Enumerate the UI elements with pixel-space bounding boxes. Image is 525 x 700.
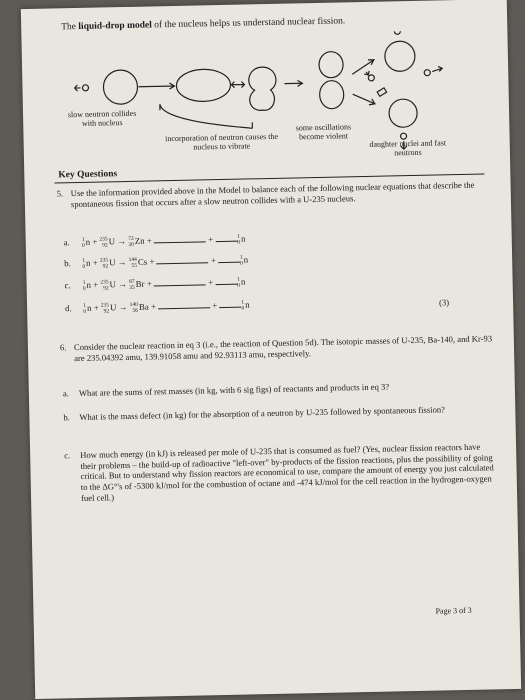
caption-daughter-nuclei: daughter nuclei and fast neutrons xyxy=(369,138,447,158)
arrow-2 xyxy=(284,80,302,86)
arrow-down xyxy=(353,94,375,105)
nucleus-deformed xyxy=(249,67,277,111)
reaction-a: a. 1 0n + 235 92U → 72 30Zn + + 1 0n xyxy=(63,233,246,249)
blank-b-1[interactable] xyxy=(156,254,208,264)
intro-sentence xyxy=(61,16,345,32)
blank-a-2[interactable] xyxy=(215,233,237,242)
reaction-b: b. 1 0n + 235 92U → 144 55Cs + + 1 0n xyxy=(64,254,249,270)
points-label: (3) xyxy=(438,297,450,308)
q5-number: 5. xyxy=(56,188,64,199)
blank-c-2[interactable] xyxy=(215,276,237,285)
page-number: Page 3 of 3 xyxy=(435,605,472,616)
neutron-1-arrow xyxy=(74,85,80,91)
blank-a-1[interactable] xyxy=(154,233,206,243)
fast-neutron-1 xyxy=(394,29,400,34)
fast-neutron-3 xyxy=(424,70,430,76)
q6b-label: b. xyxy=(63,412,70,423)
product-c: Br xyxy=(135,278,145,289)
fast-neutron-3-arrow xyxy=(432,66,442,71)
daughter-nucleus-1 xyxy=(385,41,416,72)
worksheet-page xyxy=(21,0,521,699)
blank-c-1[interactable] xyxy=(154,276,206,286)
q6-text: Consider the nuclear reaction in eq 3 (i.e., the reaction of Question 5d). The isotopic masses of U-235, Ba-140, and Kr-93 are 235.04392 amu, 139.91058 amu and 92.93113 amu, respectively. xyxy=(73,333,493,363)
bracket xyxy=(160,102,253,130)
q6a-text: What are the sums of rest masses (in kg, with 6 sig figs) of reactants and products in eq 3? xyxy=(78,381,390,399)
q5-text: Use the information provided above in the Model to balance each of the following nuclear equations that describe the spontaneous fission that occurs after a slow neutron collides with a U-235 nucleus. xyxy=(70,179,475,209)
vibration-arrow xyxy=(231,81,244,87)
nucleus-vibrating xyxy=(176,69,231,102)
fast-neutron-2 xyxy=(368,75,374,81)
fast-neutron-2-arrow xyxy=(364,71,369,75)
reaction-d: d. 1 0n + 235 92U → 140 56Ba + + 1 0n xyxy=(64,299,250,315)
q6b-text: What is the mass defect (in kg) for the absorption of a neutron by U-235 followed by spontaneous fission? xyxy=(79,404,446,423)
q6c-text: How much energy (in kJ) is released per mole of U-235 that is consumed as fuel? (Yes, nuclear fission reactors have their problems – the build-up of radioactive "left-over" by-products of the fission reactions, plus the possibility of going critical. But to understand why fission reactors are economical to use, compare the amount of energy you just calculated to the ΔG°'s of -5300 kJ/mol for the combustion of octane and -474 kJ/mol for the cell reaction in the hydrogen-oxygen fuel cell.) xyxy=(80,441,494,503)
arrow-up xyxy=(352,60,374,74)
reaction-c-label: c. xyxy=(64,280,71,291)
reaction-c: c. 1 0n + 235 92U → 87 35Br + + 1 0n xyxy=(64,276,246,292)
q6c-label: c. xyxy=(64,450,71,461)
arrow-1 xyxy=(138,83,174,90)
intro-text-1: The xyxy=(61,21,79,33)
key-questions-heading: Key Questions xyxy=(58,169,118,181)
q6-number: 6. xyxy=(59,342,67,353)
nucleus-split-top xyxy=(319,51,344,77)
blank-d-1[interactable] xyxy=(158,299,210,309)
intro-text-2: of the nucleus helps us understand nuclear fission. xyxy=(151,16,346,31)
reaction-b-label: b. xyxy=(64,258,71,269)
daughter-nucleus-2 xyxy=(389,99,418,128)
caption-slow-neutron: slow neutron collides with nucleus xyxy=(67,108,137,129)
neutron-1 xyxy=(82,85,88,91)
product-d: Ba xyxy=(138,301,149,312)
reaction-d-label: d. xyxy=(64,303,72,314)
intro-bold: liquid-drop model xyxy=(78,20,152,32)
reaction-a-label: a. xyxy=(63,237,70,248)
blank-d-2[interactable] xyxy=(219,299,241,308)
q6a-label: a. xyxy=(62,388,69,399)
nucleus-split-bottom xyxy=(319,80,344,108)
caption-incorporation: incorporation of neutron causes the nucleus to vibrate xyxy=(165,131,279,152)
caption-oscillations: some oscillations become violent xyxy=(295,122,352,142)
product-a: Zn xyxy=(134,235,145,246)
nucleus-1 xyxy=(103,70,138,105)
fast-neutron-4 xyxy=(377,88,386,96)
product-b: Cs xyxy=(137,256,148,267)
blank-b-2[interactable] xyxy=(218,254,240,263)
